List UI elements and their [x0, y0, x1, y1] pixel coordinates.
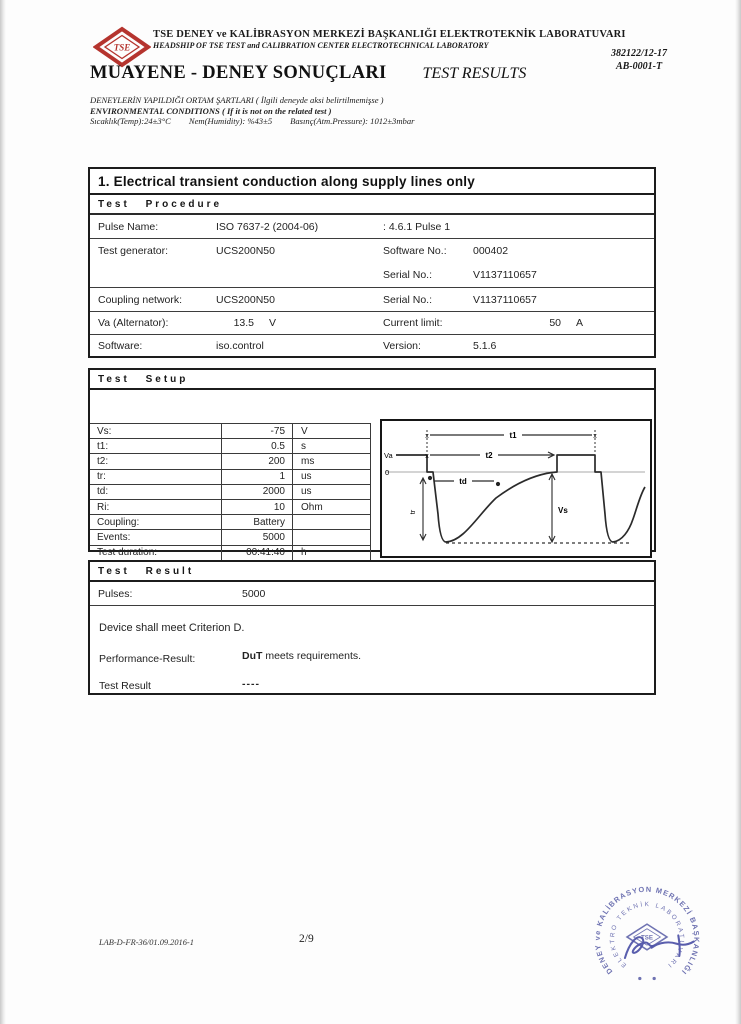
env-line-turkish: DENEYLERİN YAPILDIĞI ORTAM ŞARTLARI ( İlgili deneyde aksi belirtilmemişse ): [90, 95, 384, 105]
row-label2: Version:: [383, 339, 421, 352]
row-value2: 000402: [473, 245, 509, 258]
svg-text:t1: t1: [509, 431, 517, 440]
pulses-label: Pulses:: [98, 587, 133, 600]
org-header: [153, 29, 626, 50]
setup-parameter-table: [90, 423, 371, 561]
org-line-english: HEADSHIP OF TSE TEST and CALIBRATION CENTER ELECTROTECHNICAL LABORATORY: [153, 41, 489, 50]
performance-result-label: Performance-Result:: [99, 653, 196, 665]
table-row: [90, 215, 654, 239]
env-humidity: Nem(Humidity): %43±5: [188, 116, 273, 127]
table-row: [90, 239, 654, 263]
row-label2: : 4.6.1 Pulse 1: [383, 220, 451, 233]
env-temperature: Sıcaklık(Temp):24±3°C: [90, 116, 171, 127]
stamp-inner-text: ELEKTRO TEKNİK LABORATUVARI: [609, 901, 685, 969]
table-row: [90, 312, 654, 335]
row-label: Software:: [98, 339, 143, 352]
signature: [625, 935, 694, 958]
pulses-value: 5000: [242, 587, 266, 600]
row-value: UCS200N50: [216, 293, 275, 306]
env-line-english: ENVIRONMENTAL CONDITIONS ( If it is not on the related test ): [90, 105, 332, 116]
test-setup-heading: Test Setup: [90, 370, 654, 390]
svg-text:t2: t2: [485, 451, 493, 460]
row-value: ISO 7637-2 (2004-06): [216, 220, 319, 233]
env-values: [90, 116, 433, 127]
test-setup-section: [88, 368, 656, 559]
row-value2: 5.1.6: [473, 339, 497, 352]
table-row: t2: 200 ms: [90, 454, 370, 469]
stamp-outer-text: DENEY ve KALİBRASYON MERKEZİ BAŞKANLIĞI: [592, 884, 702, 977]
criterion-text: Device shall meet Criterion D.: [99, 622, 245, 634]
row-label2: Current limit:: [383, 317, 443, 330]
laboratory-stamp: [588, 880, 706, 998]
test-result-label: Test Result: [99, 680, 151, 692]
table-row: td: 2000 us: [90, 485, 370, 500]
performance-result-value: DuT meets requirements.: [242, 650, 362, 662]
page-number: 2/9: [299, 933, 314, 945]
pulse-waveform-diagram: [380, 419, 652, 558]
row-value: UCS200N50: [216, 245, 275, 258]
test-setup-content: [90, 390, 654, 559]
row-value: 13.5 V: [233, 317, 277, 330]
report-title: [90, 63, 526, 84]
svg-text:Va: Va: [384, 451, 393, 460]
row-label: Va (Alternator):: [98, 317, 169, 330]
table-row: Events: 5000: [90, 530, 370, 545]
report-title-english: TEST RESULTS: [422, 65, 527, 82]
test-procedure-heading: Test Procedure: [90, 195, 654, 215]
table-row: Ri: 10 Ohm: [90, 500, 370, 515]
row-label2: Software No.:: [383, 245, 447, 258]
table-row: Test duration: 00:41:40 h: [90, 546, 370, 561]
report-title-turkish: MUAYENE - DENEY SONUÇLARI: [90, 63, 387, 83]
result-detail-area: [90, 606, 654, 693]
document-numbers: [578, 47, 700, 73]
stamp-tse-text: TSE: [641, 934, 653, 942]
test-result-section: [88, 560, 656, 695]
test-result-heading: Test Result: [90, 562, 654, 582]
test-result-value: ----: [242, 678, 260, 690]
section1-title: 1. Electrical transient conduction along supply lines only: [90, 169, 654, 195]
row-label: Pulse Name:: [98, 220, 159, 233]
waveform-svg: [382, 421, 649, 555]
table-row: Vs: -75 V: [90, 424, 370, 439]
row-label2: Serial No.:: [383, 269, 433, 282]
form-reference: LAB-D-FR-36/01.09.2016-1: [99, 938, 194, 947]
svg-text:td: td: [459, 477, 467, 486]
svg-text:x: x: [593, 433, 597, 440]
svg-text:DENEY ve KALİBRASYON MERKEZİ B: [593, 885, 701, 977]
tse-logo-text: TSE: [113, 42, 131, 53]
svg-text:Vs: Vs: [558, 506, 568, 515]
row-value2: 50 A: [549, 317, 584, 330]
org-line-turkish: TSE DENEY ve KALİBRASYON MERKEZİ BAŞKANLIĞI ELEKTROTEKNİK LABORATUVARI: [153, 29, 626, 40]
row-value2: V1137110657: [473, 293, 537, 306]
row-value2: V1137110657: [473, 269, 537, 282]
doc-number: 382122/12-17: [610, 48, 668, 59]
table-row: t1: 0.5 s: [90, 439, 370, 454]
svg-text:0: 0: [385, 468, 390, 477]
test-procedure-section: [88, 167, 656, 358]
env-pressure: Basınç(Atm.Pressure): 1012±3mbar: [290, 116, 415, 127]
table-row: [90, 263, 654, 288]
table-row: Coupling: Battery: [90, 515, 370, 530]
row-label: Test generator:: [98, 245, 169, 258]
scan-edge-left: [0, 0, 6, 1024]
environmental-conditions: [90, 95, 433, 127]
scan-edge-right: [735, 0, 741, 1024]
svg-text:tr: tr: [408, 509, 417, 515]
pulses-row: [90, 582, 654, 606]
svg-text:x: x: [425, 433, 429, 440]
tse-logo-icon: [93, 26, 151, 68]
table-row: tr: 1 us: [90, 470, 370, 485]
table-row: [90, 288, 654, 312]
row-label: Coupling network:: [98, 293, 183, 306]
svg-text:x: x: [425, 453, 429, 460]
row-value: iso.control: [216, 339, 264, 352]
row-label2: Serial No.:: [383, 293, 433, 306]
table-row: [90, 335, 654, 356]
form-code: AB-0001-T: [615, 61, 663, 72]
